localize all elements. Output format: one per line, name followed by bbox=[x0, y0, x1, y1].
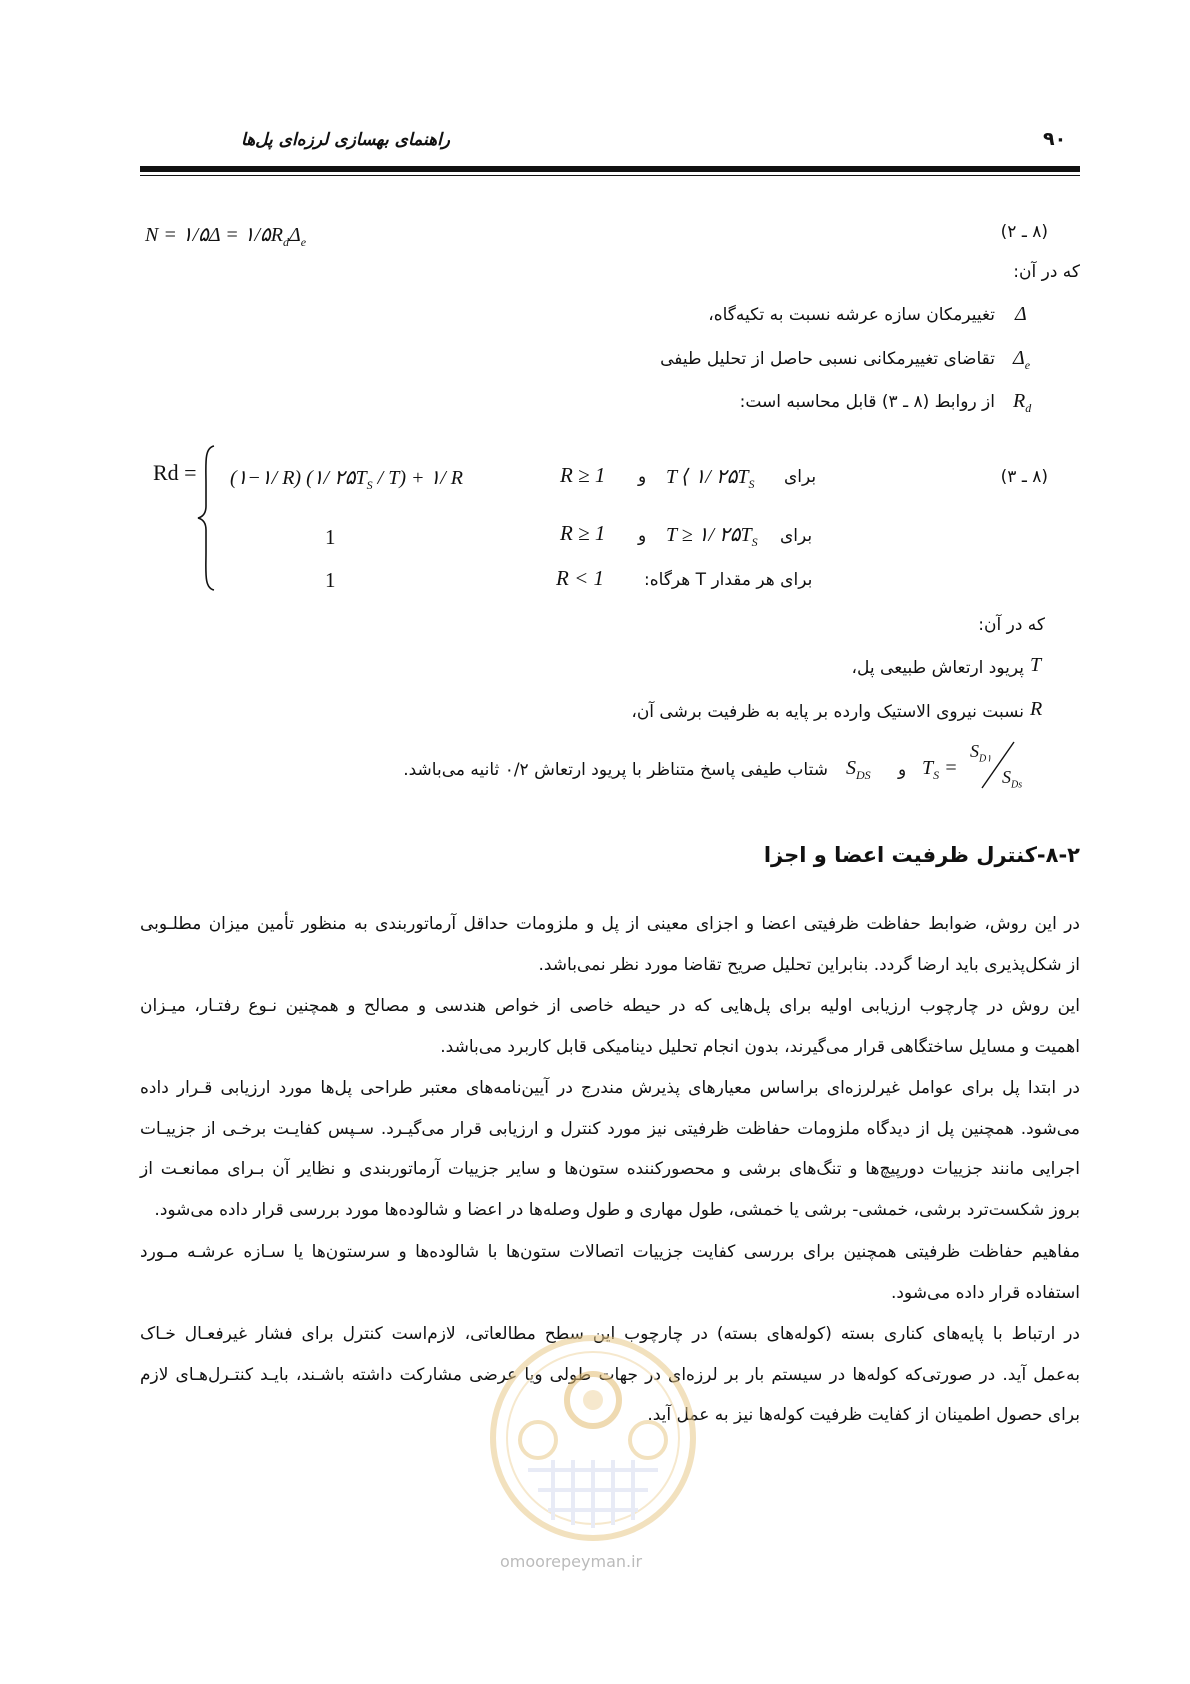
equation-8-3-row-1-and: و bbox=[638, 467, 647, 487]
paragraph-2-line-1: این روش در چارچوب ارزیابی اولیه برای پل‌هایی که در حیطه خاصی از خواص هندسی و مصالح و همچنین نـوع رفتـار، میـزان bbox=[140, 996, 1080, 1016]
paragraph-3-line-2: می‌شود. همچنین پل از دیدگاه ملزومات حفاظت ظرفیتی نیز مورد کنترل و ارزیابی قرار می‌گیـرد. سـپس کفایـت برخـی از جزییـات bbox=[140, 1118, 1080, 1139]
symbol-rd bbox=[1013, 390, 1031, 416]
ts-fraction-denominator bbox=[1002, 767, 1022, 791]
row-1-value-sub: S bbox=[366, 478, 373, 492]
symbol-sds bbox=[846, 757, 871, 783]
paragraph-5-line-2: به‌عمل آید. در صورتی‌که کوله‌ها در سیستم بار بر لرزه‌ای در جهات طولی ویا عرضی مشارکت داشته باشـند، بایـد کنتـرل‌هـای لازم bbox=[140, 1364, 1080, 1385]
equation-8-3-brace bbox=[196, 444, 216, 592]
paragraph-4 bbox=[140, 1232, 1080, 1313]
ts-base: T bbox=[922, 757, 934, 779]
symbol-r: R bbox=[1030, 698, 1043, 720]
paragraph-3-line-1: در ابتدا پل برای عوامل غیرلرزه‌ای براساس معیارهای پذیرش مندرج در آیین‌نامه‌های معتبر طراحی پل‌ها مورد ارزیابی قـرار داده bbox=[140, 1078, 1080, 1098]
ts-num-sub: D۱ bbox=[979, 753, 992, 765]
sds-base: S bbox=[846, 757, 856, 779]
equation-8-3-row-2-and: و bbox=[638, 526, 647, 546]
paragraph-2 bbox=[140, 986, 1080, 1067]
equation-8-3-row-3-value: 1 bbox=[325, 568, 336, 592]
symbol-rd-sub: d bbox=[1025, 401, 1032, 415]
equation-8-3-row-3-for: برای هر مقدار T هرگاه: bbox=[644, 570, 813, 590]
equation-8-2-body: N = ۱/۵Δ = ۱/۵R bbox=[145, 224, 284, 246]
ts-den-base: S bbox=[1002, 767, 1011, 787]
where-intro-1: که در آن: bbox=[1013, 262, 1080, 282]
sds-sub: DS bbox=[856, 768, 871, 782]
running-header-title: راهنمای بهسازی لرزه‌ای پل‌ها bbox=[241, 130, 450, 150]
ts-equals: = bbox=[944, 757, 958, 779]
paragraph-1-line-1: در این روش، ضوابط حفاظت ظرفیتی اعضا و اجزای معینی از پل و ملزومات حداقل آرماتوربندی به منظور تأمین میزان مطلـوبی bbox=[140, 914, 1080, 934]
paragraph-1-line-2: از شکل‌پذیری باید ارضا گردد. بنابراین تحلیل صریح تقاضا مورد نظر نمی‌باشد. bbox=[538, 954, 1080, 975]
equation-8-3-row-3-cond-r: R < 1 bbox=[556, 566, 604, 590]
row-2-cond-t-sub: S bbox=[751, 535, 758, 549]
paragraph-5-line-3: برای حصول اطمینان از کفایت ظرفیت کوله‌ها نیز به عمل آید. bbox=[647, 1405, 1080, 1425]
definition-sds: شتاب طیفی پاسخ متناظر با پریود ارتعاش ۰/۲ ثانیه می‌باشد. bbox=[403, 760, 828, 780]
definition-rd: از روابط (۸ ـ ۳) قابل محاسبه است: bbox=[739, 392, 995, 412]
watermark-seal-icon bbox=[468, 1320, 718, 1560]
symbol-rd-base: R bbox=[1013, 390, 1026, 412]
where-intro-2: که در آن: bbox=[978, 615, 1045, 635]
symbol-delta-e-sub: e bbox=[1024, 358, 1031, 372]
watermark-text: omoorepeyman.ir bbox=[500, 1552, 643, 1571]
equation-8-3-row-1-for: برای bbox=[784, 467, 817, 487]
page-number: ۹۰ bbox=[1043, 128, 1067, 150]
equation-8-2-delta: Δ bbox=[289, 224, 301, 246]
row-1-cond-t-head: T ⟨ ۱/ ۲۵T bbox=[666, 466, 749, 488]
equation-8-3-number: (۸ ـ ۳) bbox=[1000, 467, 1048, 487]
definition-delta-e: تقاضای تغییرمکانی نسبی حاصل از تحلیل طیفی bbox=[660, 349, 995, 369]
paragraph-5-line-1: در ارتباط با پایه‌های کناری بسته (کوله‌های بسته) در چارچوب این سطح مطالعاتی، لازم‌است کنترل برای فشار غیرفعـال خـاک bbox=[140, 1324, 1080, 1344]
paragraph-3-line-3: اجرایی مانند جزییات دورپیچ‌ها و تنگ‌های برشی و محصورکننده ستون‌ها و سایر جزییات آرماتوربندی و نظایر آن بـرای ممانعـت از bbox=[140, 1159, 1080, 1179]
definition-r: نسبت نیروی الاستیک وارده بر پایه به ظرفیت برشی آن، bbox=[631, 702, 1024, 722]
ts-and: و bbox=[898, 760, 907, 780]
definition-delta: تغییرمکان سازه عرشه نسبت به تکیه‌گاه، bbox=[708, 305, 995, 325]
equation-8-3-row-2-cond-r: R ≥ 1 bbox=[560, 521, 606, 545]
equation-8-2-number: (۸ ـ ۲) bbox=[1000, 222, 1048, 242]
equation-8-2-sub-d: d bbox=[283, 235, 290, 249]
symbol-delta-e-base: Δ bbox=[1013, 347, 1025, 369]
paragraph-3-line-4: بروز شکست‌ترد برشی، خمشی- برشی یا خمشی، طول مهاری و طول وصله‌ها در اعضا و شالوده‌ها مورد بررسی قرار داده می‌شود. bbox=[154, 1199, 1080, 1220]
ts-sub: S bbox=[933, 768, 940, 782]
header-rule-thin bbox=[140, 175, 1080, 176]
equation-8-2 bbox=[145, 222, 306, 250]
row-1-cond-t-sub: S bbox=[748, 477, 755, 491]
paragraph-4-line-1: مفاهیم حفاظت ظرفیتی همچنین برای بررسی کفایت جزییات اتصالات ستون‌ها با شالوده‌ها و سرستون‌ها یا سـازه عرشـه مـورد bbox=[140, 1242, 1080, 1262]
paragraph-4-line-2: استفاده قرار داده می‌شود. bbox=[890, 1282, 1080, 1303]
paragraph-1 bbox=[140, 904, 1080, 985]
equation-8-3-row-2-value: 1 bbox=[325, 525, 336, 549]
ts-den-sub: Ds bbox=[1011, 779, 1023, 791]
section-heading: ۸-۲-کنترل ظرفیت اعضا و اجزا bbox=[763, 843, 1080, 867]
ts-num-base: S bbox=[970, 741, 979, 761]
symbol-t: T bbox=[1030, 654, 1042, 676]
equation-8-3-row-2-cond-t bbox=[666, 522, 758, 550]
paragraph-3 bbox=[140, 1068, 1080, 1230]
equation-8-3-lhs: Rd = bbox=[153, 460, 197, 485]
definition-t: پریود ارتعاش طبیعی پل، bbox=[851, 658, 1024, 678]
row-2-cond-t-head: T ≥ ۱/ ۲۵T bbox=[666, 524, 752, 546]
equation-8-3-row-1-value bbox=[230, 465, 463, 493]
row-1-value-head: (۱−۱/ R) (۱/ ۲۵T bbox=[230, 467, 367, 489]
symbol-delta: Δ bbox=[1015, 303, 1027, 325]
equation-8-2-sub-e: e bbox=[300, 235, 307, 249]
row-1-value-tail: / T) + ۱/ R bbox=[372, 467, 463, 489]
symbol-delta-e bbox=[1013, 347, 1030, 373]
equation-8-3-row-1-cond-t bbox=[666, 464, 754, 492]
header-rule-thick bbox=[140, 166, 1080, 172]
equation-8-3-row-2-for: برای bbox=[780, 526, 813, 546]
paragraph-2-line-2: اهمیت و مسایل ساختگاهی قرار می‌گیرند، بدون انجام تحلیل دینامیکی قابل کاربرد می‌باشد. bbox=[440, 1036, 1080, 1057]
equation-8-3-row-1-cond-r: R ≥ 1 bbox=[560, 463, 606, 487]
symbol-ts bbox=[922, 757, 958, 783]
